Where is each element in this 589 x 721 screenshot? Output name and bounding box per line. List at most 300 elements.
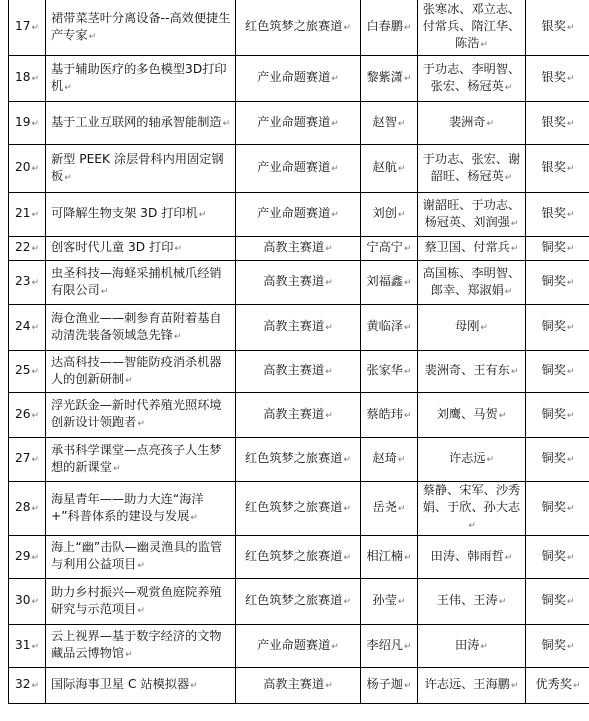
award-level: 银奖 xyxy=(541,160,566,174)
paragraph-mark-icon: ↵ xyxy=(173,331,182,342)
row-number-cell xyxy=(9,536,46,579)
paragraph-mark-icon: ↵ xyxy=(343,455,352,465)
paragraph-mark-icon: ↵ xyxy=(137,561,145,571)
advisors: 刘鹰、马贺 xyxy=(436,406,498,421)
team-leader-cell xyxy=(361,393,418,438)
award-level: 铜奖 xyxy=(541,274,566,288)
award-level: 铜奖 xyxy=(541,363,566,377)
paragraph-mark-icon: ↵ xyxy=(31,210,40,220)
project-name: 海星青年——助力大连“海洋+”科普体系的建设与发展 xyxy=(51,491,204,523)
paragraph-mark-icon: ↵ xyxy=(31,597,40,607)
award-level-cell xyxy=(526,668,589,704)
project-name: 国际海事卫星 C 站模拟器 xyxy=(51,677,190,691)
paragraph-mark-icon: ↵ xyxy=(31,367,40,377)
paragraph-mark-icon: ↵ xyxy=(100,286,109,297)
paragraph-mark-icon: ↵ xyxy=(31,118,40,129)
project-name: 基于工业互联网的轴承智能制造 xyxy=(51,114,222,129)
paragraph-mark-icon: ↵ xyxy=(404,278,412,288)
award-level: 铜奖 xyxy=(541,593,566,607)
advisors-cell xyxy=(418,193,526,237)
project-name: 浮光跃金—新时代养殖光照环境创新设计领跑者 xyxy=(51,398,222,429)
paragraph-mark-icon: ↵ xyxy=(566,74,575,84)
project-name-cell xyxy=(46,579,236,625)
row-number: 19 xyxy=(14,114,31,129)
advisors: 高国栋、李明智、郎幸、郑淑娟 xyxy=(422,265,521,297)
row-number: 24 xyxy=(14,319,31,333)
paragraph-mark-icon: ↵ xyxy=(498,597,507,607)
paragraph-mark-icon: ↵ xyxy=(498,410,507,421)
table-row xyxy=(9,393,589,438)
row-number: 30 xyxy=(14,593,31,607)
paragraph-mark-icon: ↵ xyxy=(343,552,352,563)
advisors-cell xyxy=(418,625,526,668)
award-level-cell xyxy=(526,102,589,145)
project-name: 裙带菜茎叶分离设备--高效便捷生产专家 xyxy=(51,10,231,42)
team-leader: 宁高宁 xyxy=(366,240,403,254)
awards-table-body xyxy=(9,0,589,704)
paragraph-mark-icon: ↵ xyxy=(331,210,339,220)
track-name-cell xyxy=(236,193,361,237)
table-row xyxy=(9,56,589,102)
track-name: 高教主赛道 xyxy=(263,363,325,377)
project-name-cell xyxy=(46,625,236,668)
project-name-cell xyxy=(46,145,236,193)
award-level-cell xyxy=(526,536,589,579)
paragraph-mark-icon: ↵ xyxy=(31,552,40,563)
advisors-cell xyxy=(418,237,526,261)
track-name: 高教主赛道 xyxy=(263,274,325,288)
project-name: 承书科学课堂—点亮孩子人生梦想的新课堂 xyxy=(51,442,222,474)
award-level-cell xyxy=(526,351,589,393)
project-name: 基于辅助医疗的多色模型3D打印机 xyxy=(51,61,227,93)
paragraph-mark-icon: ↵ xyxy=(31,410,40,421)
paragraph-mark-icon: ↵ xyxy=(325,244,333,254)
row-number: 22 xyxy=(14,240,31,254)
row-number-cell xyxy=(9,668,46,704)
award-level: 铜奖 xyxy=(541,406,566,421)
team-leader: 孙莹 xyxy=(372,593,397,607)
award-level-cell xyxy=(526,261,589,305)
team-leader: 刘创 xyxy=(372,206,397,220)
award-level: 铜奖 xyxy=(541,240,566,254)
row-number: 27 xyxy=(14,451,31,465)
team-leader-cell xyxy=(361,351,418,393)
advisors-cell xyxy=(418,261,526,305)
row-number: 28 xyxy=(14,500,31,514)
paragraph-mark-icon: ↵ xyxy=(31,278,40,288)
advisors-cell xyxy=(418,668,526,704)
paragraph-mark-icon: ↵ xyxy=(504,552,513,563)
track-name-cell xyxy=(236,145,361,193)
paragraph-mark-icon: ↵ xyxy=(510,367,519,377)
row-number-cell xyxy=(9,438,46,482)
paragraph-mark-icon: ↵ xyxy=(504,172,513,183)
award-level: 银奖 xyxy=(541,114,566,129)
advisors-cell xyxy=(418,56,526,102)
paragraph-mark-icon: ↵ xyxy=(566,164,575,174)
table-row xyxy=(9,351,589,393)
award-level: 铜奖 xyxy=(541,548,566,563)
paragraph-mark-icon: ↵ xyxy=(31,455,40,465)
table-row xyxy=(9,668,589,704)
advisors: 许志远、王海鹏 xyxy=(424,677,510,691)
project-name-cell xyxy=(46,393,236,438)
team-leader-cell xyxy=(361,536,418,579)
track-name-cell xyxy=(236,261,361,305)
advisors-cell xyxy=(418,145,526,193)
table-row xyxy=(9,536,589,579)
track-name-cell xyxy=(236,438,361,482)
row-number-cell xyxy=(9,305,46,351)
paragraph-mark-icon: ↵ xyxy=(404,641,412,652)
track-name-cell xyxy=(236,0,361,56)
paragraph-mark-icon: ↵ xyxy=(31,23,40,33)
team-leader: 黄临泽 xyxy=(366,319,403,333)
advisors: 田涛、韩雨哲 xyxy=(430,548,504,563)
paragraph-mark-icon: ↵ xyxy=(404,552,412,563)
award-level: 铜奖 xyxy=(541,637,566,652)
advisors: 母刚 xyxy=(455,319,480,333)
team-leader-cell xyxy=(361,579,418,625)
row-number: 21 xyxy=(14,206,31,220)
paragraph-mark-icon: ↵ xyxy=(88,31,97,42)
advisors-cell xyxy=(418,438,526,482)
paragraph-mark-icon: ↵ xyxy=(566,367,575,377)
project-name-cell xyxy=(46,102,236,145)
paragraph-mark-icon: ↵ xyxy=(510,244,519,254)
award-level: 铜奖 xyxy=(541,500,566,514)
paragraph-mark-icon: ↵ xyxy=(343,597,352,607)
project-name: 新型 PEEK 涂层骨科内用固定钢板 xyxy=(51,151,224,183)
paragraph-mark-icon: ↵ xyxy=(325,681,333,691)
award-level-cell xyxy=(526,393,589,438)
paragraph-mark-icon: ↵ xyxy=(480,641,488,652)
paragraph-mark-icon: ↵ xyxy=(198,210,207,220)
project-name: 达高科技——智能防疫消杀机器人的创新研制 xyxy=(51,354,222,386)
advisors-cell xyxy=(418,0,526,56)
team-leader: 张家华 xyxy=(366,363,403,377)
paragraph-mark-icon: ↵ xyxy=(566,323,575,333)
award-level-cell xyxy=(526,579,589,625)
project-name: 海上“幽”击队—幽灵渔具的监管与利用公益项目 xyxy=(51,540,223,571)
paragraph-mark-icon: ↵ xyxy=(510,218,519,229)
row-number-cell xyxy=(9,145,46,193)
track-name-cell xyxy=(236,351,361,393)
team-leader-cell xyxy=(361,261,418,305)
award-level: 铜奖 xyxy=(541,451,566,465)
row-number: 17 xyxy=(14,19,31,33)
paragraph-mark-icon: ↵ xyxy=(397,118,406,129)
paragraph-mark-icon: ↵ xyxy=(325,367,333,377)
table-row xyxy=(9,237,589,261)
paragraph-mark-icon: ↵ xyxy=(510,681,519,691)
track-name: 红色筑梦之旅赛道 xyxy=(244,593,343,607)
paragraph-mark-icon: ↵ xyxy=(397,455,406,465)
project-name-cell xyxy=(46,193,236,237)
award-level: 银奖 xyxy=(541,70,566,84)
paragraph-mark-icon: ↵ xyxy=(31,244,40,254)
paragraph-mark-icon: ↵ xyxy=(64,82,72,93)
paragraph-mark-icon: ↵ xyxy=(190,512,198,523)
advisors-cell xyxy=(418,102,526,145)
team-leader-cell xyxy=(361,56,418,102)
paragraph-mark-icon: ↵ xyxy=(404,74,412,84)
row-number-cell xyxy=(9,482,46,536)
paragraph-mark-icon: ↵ xyxy=(397,164,406,174)
paragraph-mark-icon: ↵ xyxy=(504,286,513,297)
team-leader: 杨子迦 xyxy=(366,677,403,691)
paragraph-mark-icon: ↵ xyxy=(566,641,575,652)
track-name: 红色筑梦之旅赛道 xyxy=(244,500,343,514)
paragraph-mark-icon: ↵ xyxy=(404,323,412,333)
project-name-cell xyxy=(46,482,236,536)
paragraph-mark-icon: ↵ xyxy=(325,410,333,421)
team-leader: 相江楠 xyxy=(366,548,403,563)
paragraph-mark-icon: ↵ xyxy=(137,419,145,429)
table-row xyxy=(9,482,589,536)
paragraph-mark-icon: ↵ xyxy=(566,23,575,33)
team-leader-cell xyxy=(361,482,418,536)
advisors-cell xyxy=(418,351,526,393)
track-name: 产业命题赛道 xyxy=(257,70,331,84)
track-name-cell xyxy=(236,237,361,261)
paragraph-mark-icon: ↵ xyxy=(566,552,575,563)
row-number-cell xyxy=(9,0,46,56)
track-name-cell xyxy=(236,393,361,438)
row-number-cell xyxy=(9,625,46,668)
paragraph-mark-icon: ↵ xyxy=(566,410,575,421)
track-name: 产业命题赛道 xyxy=(257,160,331,174)
award-level-cell xyxy=(526,193,589,237)
paragraph-mark-icon: ↵ xyxy=(31,74,40,84)
table-row xyxy=(9,0,589,56)
paragraph-mark-icon: ↵ xyxy=(566,455,575,465)
track-name: 高教主赛道 xyxy=(263,677,325,691)
project-name-cell xyxy=(46,438,236,482)
track-name: 产业命题赛道 xyxy=(257,114,331,129)
award-level-cell xyxy=(526,625,589,668)
project-name: 海仓渔业——刺参育苗附着基自动清洗装备领域急先锋 xyxy=(51,310,222,342)
advisors: 裴洲奇、王有东 xyxy=(424,363,510,377)
track-name: 高教主赛道 xyxy=(263,406,325,421)
advisors: 于功志、张宏、谢韶旺、杨冠英 xyxy=(422,151,521,183)
row-number-cell xyxy=(9,56,46,102)
team-leader: 岳尧 xyxy=(372,500,397,514)
award-level: 银奖 xyxy=(541,19,566,33)
team-leader-cell xyxy=(361,237,418,261)
paragraph-mark-icon: ↵ xyxy=(343,23,352,33)
paragraph-mark-icon: ↵ xyxy=(566,278,575,288)
table-row xyxy=(9,625,589,668)
paragraph-mark-icon: ↵ xyxy=(31,681,40,691)
paragraph-mark-icon: ↵ xyxy=(222,118,231,129)
row-number: 23 xyxy=(14,274,31,288)
row-number-cell xyxy=(9,102,46,145)
project-name-cell xyxy=(46,305,236,351)
advisors: 王伟、王涛 xyxy=(436,593,498,607)
team-leader-cell xyxy=(361,668,418,704)
table-row xyxy=(9,579,589,625)
project-name: 云上视界—基于数字经济的文物藏品云博物馆 xyxy=(51,629,222,660)
award-level-cell xyxy=(526,438,589,482)
paragraph-mark-icon: ↵ xyxy=(480,323,488,333)
advisors: 许志远 xyxy=(448,451,486,465)
project-name-cell xyxy=(46,0,236,56)
team-leader-cell xyxy=(361,193,418,237)
paragraph-mark-icon: ↵ xyxy=(404,23,412,33)
advisors: 于功志、李明智、张宏、杨冠英 xyxy=(422,61,521,93)
track-name-cell xyxy=(236,482,361,536)
paragraph-mark-icon: ↵ xyxy=(404,410,412,421)
paragraph-mark-icon: ↵ xyxy=(190,681,198,691)
team-leader-cell xyxy=(361,145,418,193)
project-name: 虫圣科技—海蛏采捕机械爪经销有限公司 xyxy=(51,265,222,297)
paragraph-mark-icon: ↵ xyxy=(397,504,406,514)
advisors-cell xyxy=(418,393,526,438)
row-number-cell xyxy=(9,261,46,305)
row-number-cell xyxy=(9,237,46,261)
row-number-cell xyxy=(9,579,46,625)
team-leader: 赵航 xyxy=(372,160,397,174)
table-row xyxy=(9,438,589,482)
award-level-cell xyxy=(526,145,589,193)
project-name: 创客时代儿童 3D 打印 xyxy=(51,240,174,254)
project-name: 可降解生物支架 3D 打印机 xyxy=(51,206,198,220)
award-level-cell xyxy=(526,0,589,56)
project-name-cell xyxy=(46,237,236,261)
team-leader: 刘福鑫 xyxy=(366,274,403,288)
team-leader-cell xyxy=(361,305,418,351)
track-name-cell xyxy=(236,102,361,145)
team-leader: 白春鹏 xyxy=(366,19,403,33)
paragraph-mark-icon: ↵ xyxy=(137,605,145,616)
advisors-cell xyxy=(418,536,526,579)
advisors-cell xyxy=(418,482,526,536)
paragraph-mark-icon: ↵ xyxy=(64,172,72,183)
project-name-cell xyxy=(46,56,236,102)
team-leader: 赵智 xyxy=(372,114,397,129)
paragraph-mark-icon: ↵ xyxy=(174,244,182,254)
paragraph-mark-icon: ↵ xyxy=(331,641,339,652)
paragraph-mark-icon: ↵ xyxy=(566,118,575,129)
paragraph-mark-icon: ↵ xyxy=(404,367,412,377)
paragraph-mark-icon: ↵ xyxy=(31,504,40,514)
paragraph-mark-icon: ↵ xyxy=(325,323,333,333)
track-name-cell xyxy=(236,625,361,668)
team-leader-cell xyxy=(361,625,418,668)
track-name-cell xyxy=(236,579,361,625)
paragraph-mark-icon: ↵ xyxy=(397,597,406,607)
paragraph-mark-icon: ↵ xyxy=(566,504,575,514)
advisors: 田涛 xyxy=(455,637,480,652)
row-number: 31 xyxy=(14,637,31,652)
paragraph-mark-icon: ↵ xyxy=(31,164,40,174)
awards-table xyxy=(8,0,589,704)
award-level-cell xyxy=(526,56,589,102)
paragraph-mark-icon: ↵ xyxy=(31,323,40,333)
track-name: 高教主赛道 xyxy=(263,240,325,254)
paragraph-mark-icon: ↵ xyxy=(486,455,495,465)
track-name-cell xyxy=(236,305,361,351)
table-row xyxy=(9,145,589,193)
project-name-cell xyxy=(46,351,236,393)
advisors: 裴洲奇 xyxy=(448,114,486,129)
row-number: 32 xyxy=(14,677,31,691)
award-level: 优秀奖 xyxy=(535,677,572,691)
table-row xyxy=(9,193,589,237)
team-leader: 赵琦 xyxy=(372,451,397,465)
paragraph-mark-icon: ↵ xyxy=(566,597,575,607)
paragraph-mark-icon: ↵ xyxy=(404,244,412,254)
track-name-cell xyxy=(236,668,361,704)
track-name: 红色筑梦之旅赛道 xyxy=(244,451,343,465)
paragraph-mark-icon: ↵ xyxy=(331,74,339,84)
project-name-cell xyxy=(46,261,236,305)
track-name: 产业命题赛道 xyxy=(257,206,331,220)
paragraph-mark-icon: ↵ xyxy=(125,375,133,386)
paragraph-mark-icon: ↵ xyxy=(125,650,133,660)
row-number-cell xyxy=(9,193,46,237)
track-name-cell xyxy=(236,56,361,102)
track-name: 红色筑梦之旅赛道 xyxy=(244,548,343,563)
row-number: 25 xyxy=(14,363,31,377)
paragraph-mark-icon: ↵ xyxy=(397,210,406,220)
advisors: 蔡静、宋军、沙秀娟、于欣、孙大志 xyxy=(422,483,521,514)
award-level-cell xyxy=(526,482,589,536)
project-name: 助力乡村振兴—观赏鱼庭院养殖研究与示范项目 xyxy=(51,584,222,616)
paragraph-mark-icon: ↵ xyxy=(343,504,352,514)
table-row xyxy=(9,261,589,305)
row-number-cell xyxy=(9,393,46,438)
award-level-cell xyxy=(526,305,589,351)
award-level-cell xyxy=(526,237,589,261)
advisors: 谢韶旺、于功志、杨冠英、刘润强 xyxy=(422,197,521,229)
project-name-cell xyxy=(46,668,236,704)
paragraph-mark-icon: ↵ xyxy=(468,521,476,531)
paragraph-mark-icon: ↵ xyxy=(566,210,575,220)
award-level: 银奖 xyxy=(541,206,566,220)
table-row xyxy=(9,305,589,351)
team-leader: 蔡皓玮 xyxy=(366,406,403,421)
paragraph-mark-icon: ↵ xyxy=(486,118,495,129)
team-leader-cell xyxy=(361,0,418,56)
team-leader-cell xyxy=(361,438,418,482)
advisors: 蔡卫国、付常兵 xyxy=(424,240,510,254)
paragraph-mark-icon: ↵ xyxy=(480,40,488,50)
advisors: 张寒冰、邓立志、付常兵、隋江华、陈浩 xyxy=(422,2,521,50)
paragraph-mark-icon: ↵ xyxy=(573,681,581,691)
paragraph-mark-icon: ↵ xyxy=(404,681,412,691)
track-name-cell xyxy=(236,536,361,579)
table-row xyxy=(9,102,589,145)
row-number: 20 xyxy=(14,160,31,174)
row-number-cell xyxy=(9,351,46,393)
track-name: 红色筑梦之旅赛道 xyxy=(244,19,343,33)
advisors-cell xyxy=(418,579,526,625)
team-leader: 黎紫潇 xyxy=(366,70,403,84)
paragraph-mark-icon: ↵ xyxy=(331,118,339,129)
track-name: 产业命题赛道 xyxy=(257,637,331,652)
row-number: 26 xyxy=(14,406,31,421)
row-number: 29 xyxy=(14,548,31,563)
paragraph-mark-icon: ↵ xyxy=(566,244,575,254)
award-level: 铜奖 xyxy=(541,319,566,333)
paragraph-mark-icon: ↵ xyxy=(31,641,40,652)
team-leader-cell xyxy=(361,102,418,145)
team-leader: 李绍凡 xyxy=(366,637,403,652)
paragraph-mark-icon: ↵ xyxy=(331,164,339,174)
track-name: 高教主赛道 xyxy=(263,319,325,333)
